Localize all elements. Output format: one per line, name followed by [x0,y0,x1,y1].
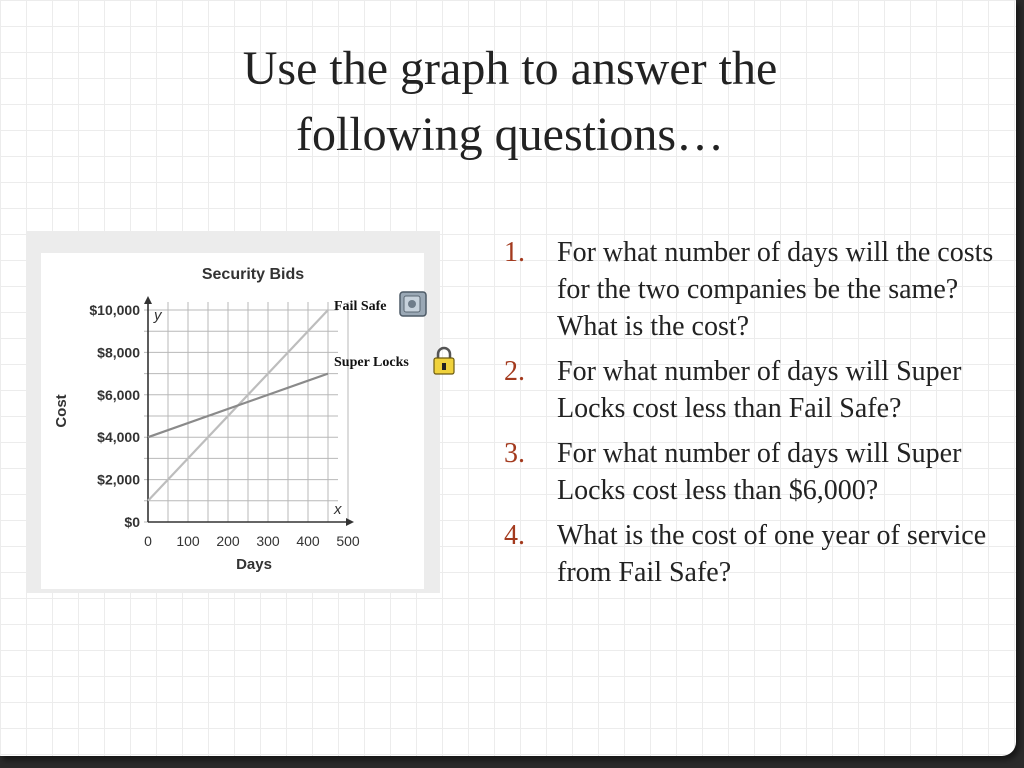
question-text: What is the cost of one year of service from Fail Safe? [557,520,987,588]
x-tick-label: 500 [336,533,360,549]
x-tick-label: 200 [216,533,240,549]
safe-dial [408,300,416,308]
question-number: 4. [504,520,525,551]
y-tick-label: $10,000 [89,302,140,318]
chart-canvas [26,231,466,601]
question-number: 3. [504,438,525,469]
x-axis-label: Days [236,556,272,573]
question-number: 1. [504,237,525,268]
slide-title [60,36,960,168]
question-text: For what number of days will Super Locks cost less than Fail Safe? [557,356,962,424]
question-item [504,435,994,509]
y-tick-label: $2,000 [97,471,140,488]
x-tick-label: 400 [296,533,320,549]
x-tick-label: 0 [144,533,152,549]
y-axis-symbol: y [154,307,162,324]
y-tick-label: $0 [124,514,140,530]
y-tick-label: $6,000 [97,386,140,403]
padlock-shackle [438,348,450,359]
x-axis-symbol: x [334,501,342,518]
safe-icon [400,292,426,316]
y-tick-label: $4,000 [97,429,140,446]
padlock-icon [434,348,454,374]
padlock-keyhole [442,363,446,370]
security-bids-chart [26,231,440,593]
question-list [504,234,994,599]
title-line-2: following questions… [296,108,724,161]
legend-label-fail-safe: Fail Safe [334,299,387,314]
y-tick-label: $8,000 [97,344,140,361]
chart-title: Security Bids [201,266,305,283]
question-item [504,353,994,427]
x-tick-label: 100 [176,533,200,549]
question-number: 2. [504,356,525,387]
question-text: For what number of days will the costs for the two companies be the same? What is the cost? [557,237,994,342]
title-line-1: Use the graph to answer the [242,42,778,95]
question-item [504,517,994,591]
question-item [504,234,994,345]
y-axis-label: Cost [53,394,70,428]
question-text: For what number of days will Super Locks cost less than $6,000? [557,438,962,506]
legend-label-super-locks: Super Locks [334,355,409,370]
x-tick-label: 300 [256,533,280,549]
